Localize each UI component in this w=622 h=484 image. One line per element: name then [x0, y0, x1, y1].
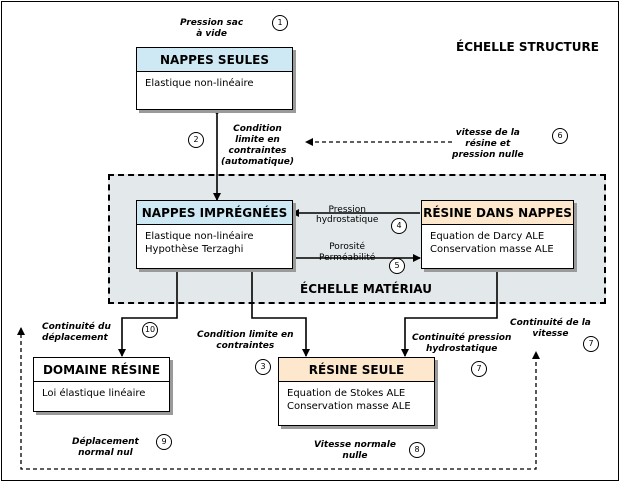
structure-scale-title: ÉCHELLE STRUCTURE [456, 40, 599, 54]
box-line: Conservation masse ALE [287, 401, 411, 412]
label-condition-limite-auto: Condition limite en contraintes (automatique) [221, 124, 294, 167]
label-vitesse-resine: vitesse de la résine et pression nulle [452, 128, 524, 160]
step-number-3: 3 [255, 359, 271, 375]
box-domaine-resine [33, 357, 170, 412]
box-nappes-impregnees [136, 200, 293, 269]
box-line: Elastique non-linéaire [145, 231, 254, 242]
step-number-4: 4 [391, 218, 407, 234]
box-line: Equation de Darcy ALE [430, 231, 545, 242]
box-nappes-seules [136, 47, 293, 110]
box-title: RÉSINE SEULE [279, 358, 434, 382]
step-number-5: 5 [389, 258, 405, 274]
step-number-9: 9 [156, 434, 172, 450]
step-number-2: 2 [188, 132, 204, 148]
step-number-10: 10 [142, 322, 158, 338]
box-line: Loi élastique linéaire [42, 388, 146, 399]
box-line: Hypothèse Terzaghi [145, 244, 244, 255]
material-scale-title: ÉCHELLE MATÉRIAU [300, 282, 432, 296]
label-continuite-pression: Continuité pression hydrostatique [412, 333, 512, 354]
step-number-1: 1 [272, 15, 288, 31]
box-title: NAPPES IMPRÉGNÉES [137, 201, 292, 225]
label-deplacement-nul: Déplacement normal nul [72, 437, 139, 458]
label-pression-hydrostatique: Pression hydrostatique [316, 205, 379, 225]
box-line: Elastique non-linéaire [145, 78, 254, 89]
box-title: NAPPES SEULES [137, 48, 292, 72]
label-pression-sac: Pression sac à vide [180, 18, 244, 39]
box-line: Conservation masse ALE [430, 244, 554, 255]
label-condition-limite: Condition limite en contraintes [197, 330, 294, 351]
box-resine-dans-nappes [421, 200, 574, 269]
box-resine-seule [278, 357, 435, 426]
step-number-6: 6 [552, 128, 568, 144]
box-line: Equation de Stokes ALE [287, 388, 406, 399]
step-number-8: 8 [409, 442, 425, 458]
box-title: RÉSINE DANS NAPPES [422, 201, 573, 225]
label-vitesse-normale: Vitesse normale nulle [314, 440, 396, 461]
step-number-7-a: 7 [471, 361, 487, 377]
label-porosite-permeabilite: Porosité Perméabilité [319, 242, 376, 263]
step-number-7-b: 7 [583, 336, 599, 352]
arrow-continuite-deplacement [122, 272, 177, 356]
label-continuite-vitesse: Continuité de la vitesse [510, 318, 591, 339]
label-continuite-deplacement: Continuité du déplacement [42, 322, 111, 343]
box-title: DOMAINE RÉSINE [34, 358, 169, 382]
